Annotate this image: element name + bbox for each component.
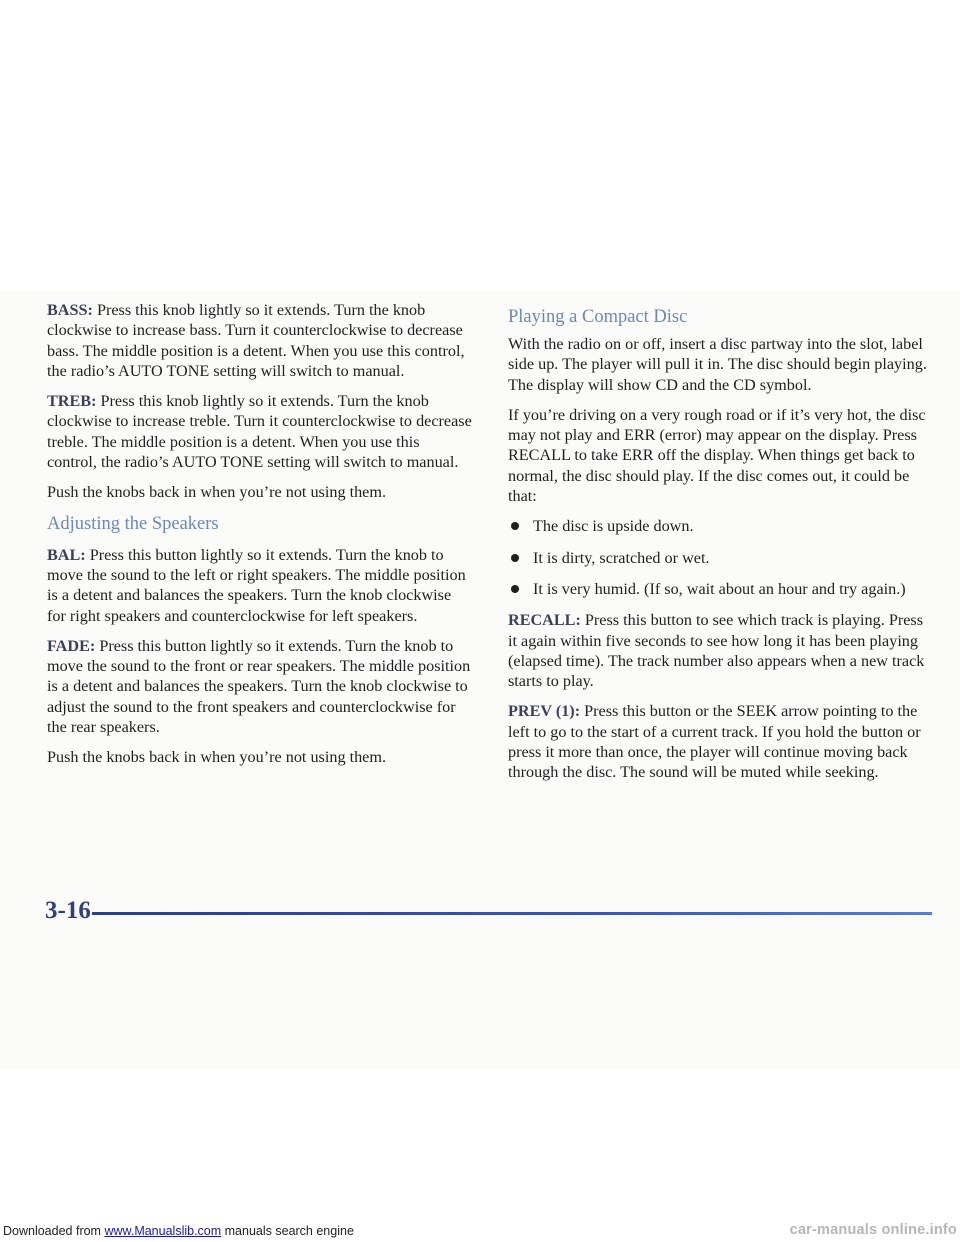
fade-text: Press this button lightly so it extends. Turn the knob to move the sound to the front or rear speakers. The middle position is a detent and balances the speakers. Turn the knob clockwise to adjust the sound to the front speakers and counterclockwise for the rear speakers. bbox=[47, 636, 471, 737]
prev-term: PREV (1): bbox=[508, 702, 581, 721]
list-item bbox=[508, 548, 932, 568]
download-source bbox=[3, 1224, 354, 1238]
download-footer bbox=[0, 1222, 960, 1242]
bullet-icon bbox=[511, 554, 519, 562]
bal-term: BAL: bbox=[47, 545, 86, 564]
left-column bbox=[47, 300, 473, 778]
bullet-icon bbox=[511, 522, 519, 530]
cd-heading: Playing a Compact Disc bbox=[508, 307, 688, 327]
treb-paragraph bbox=[47, 391, 473, 472]
treb-term: TREB: bbox=[47, 392, 97, 411]
recall-text: Press this button to see which track is playing. Press it again within five seconds to see how long it has been playing (elapsed time). The track number also appears when a new track starts to play. bbox=[508, 611, 925, 691]
treb-text: Press this knob lightly so it extends. Turn the knob clockwise to increase treble. Turn it counterclockwise to decrease treble. The middle position is a detent. When you use this control, the radio’s AUTO TONE setting will switch to manual. bbox=[47, 392, 472, 472]
list-item-text: The disc is upside down. bbox=[533, 517, 694, 536]
push-knobs-text-1: Push the knobs back in when you’re not using them. bbox=[47, 483, 386, 502]
footer-rule bbox=[92, 912, 932, 915]
watermark: car-manuals online.info bbox=[789, 1222, 957, 1238]
bass-text: Press this knob lightly so it extends. Turn the knob clockwise to increase bass. Turn it counterclockwise to decrease bass. The middle position is a detent. When you use this control, the radio’s AUTO TONE setting will switch to manual. bbox=[47, 301, 465, 380]
prev-paragraph bbox=[508, 701, 932, 782]
bass-paragraph bbox=[47, 300, 473, 381]
list-item bbox=[508, 516, 932, 536]
fade-paragraph bbox=[47, 636, 473, 737]
manualslib-link[interactable]: www.Manualslib.com bbox=[104, 1224, 222, 1238]
recall-paragraph bbox=[508, 610, 932, 691]
list-item bbox=[508, 579, 932, 599]
prev-text: Press this button or the SEEK arrow pointing to the left to go to the start of a current track. If you hold the button or press it more than once, the player will continue moving back through the disc. The sound will be muted while seeking. bbox=[508, 702, 921, 782]
push-knobs-text-2: Push the knobs back in when you’re not using them. bbox=[47, 748, 386, 767]
page-number: 3-16 bbox=[45, 897, 91, 924]
download-suffix: manuals search engine bbox=[221, 1224, 354, 1238]
list-item-text: It is dirty, scratched or wet. bbox=[533, 548, 710, 567]
bass-term: BASS: bbox=[47, 301, 93, 319]
right-column bbox=[508, 306, 932, 793]
recall-term: RECALL: bbox=[508, 611, 581, 630]
rough-road-text: If you’re driving on a very rough road or if it’s very hot, the disc may not play and ERR (error) may appear on the display. Press RECALL to take ERR off the display. When things get back to normal, the disc should play. If the disc comes out, it could be that: bbox=[508, 405, 926, 506]
insert-disc-text: With the radio on or off, insert a disc partway into the slot, label side up. The player will pull it in. The disc should begin playing. The display will show CD and the CD symbol. bbox=[508, 335, 927, 394]
list-item-text: It is very humid. (If so, wait about an hour and try again.) bbox=[533, 579, 906, 598]
download-prefix: Downloaded from bbox=[3, 1224, 105, 1238]
speakers-heading: Adjusting the Speakers bbox=[47, 513, 219, 534]
bal-text: Press this button lightly so it extends. Turn the knob to move the sound to the left or right speakers. The middle position is a detent and balances the speakers. Turn the knob clockwise for right speakers and counterclockwise for left speakers. bbox=[47, 545, 466, 625]
bal-paragraph bbox=[47, 545, 473, 626]
disc-problem-list bbox=[508, 516, 932, 599]
bullet-icon bbox=[511, 585, 519, 593]
fade-term: FADE: bbox=[47, 636, 96, 655]
